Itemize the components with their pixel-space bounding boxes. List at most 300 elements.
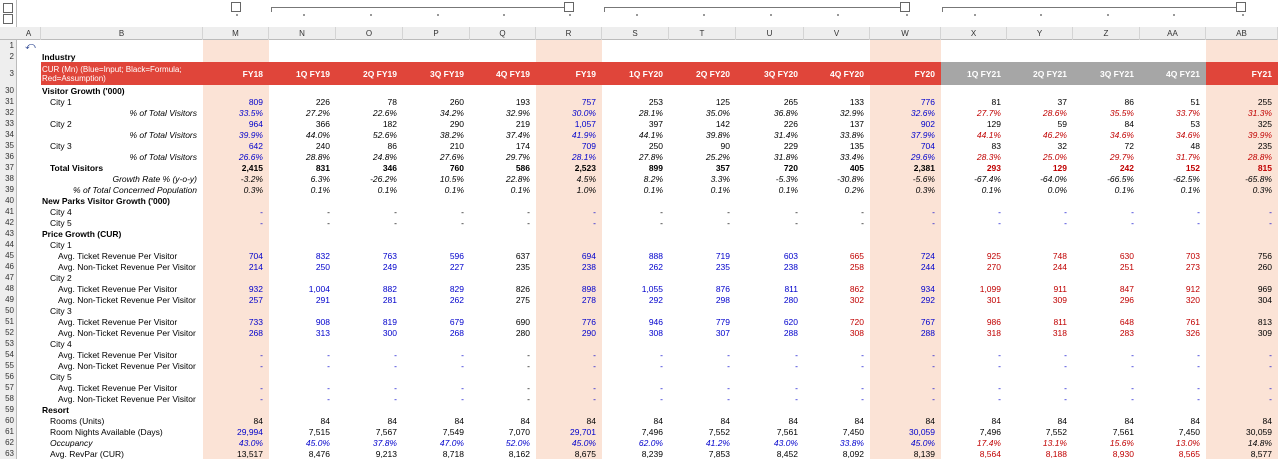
value-cell[interactable]: 813 — [1257, 316, 1272, 327]
value-cell[interactable]: 2,381 — [913, 162, 935, 173]
value-cell[interactable]: 235 — [715, 261, 730, 272]
value-cell[interactable]: - — [461, 217, 464, 228]
value-cell[interactable]: 8,564 — [979, 448, 1001, 459]
value-cell[interactable]: 756 — [1257, 250, 1272, 261]
value-cell[interactable]: 0.3% — [1252, 184, 1272, 195]
value-cell[interactable]: - — [1131, 360, 1134, 371]
value-cell[interactable]: 7,450 — [1178, 426, 1200, 437]
shaded-cell[interactable] — [536, 239, 602, 250]
value-cell[interactable]: 288 — [783, 327, 798, 338]
value-cell[interactable]: 637 — [515, 250, 530, 261]
shaded-cell[interactable] — [536, 85, 602, 96]
row-number[interactable]: 46 — [0, 261, 17, 272]
value-cell[interactable]: 911 — [1053, 283, 1067, 294]
value-cell[interactable]: 8,930 — [1112, 448, 1134, 459]
value-cell[interactable]: 84 — [454, 415, 464, 426]
shaded-cell[interactable] — [870, 85, 941, 96]
value-cell[interactable]: - — [461, 349, 464, 360]
value-cell[interactable]: 84 — [991, 415, 1001, 426]
value-cell[interactable]: 84 — [520, 415, 530, 426]
row-number[interactable]: 52 — [0, 327, 17, 338]
value-cell[interactable]: 318 — [986, 327, 1001, 338]
value-cell[interactable]: 934 — [920, 283, 935, 294]
column-header[interactable]: A — [17, 27, 41, 40]
value-cell[interactable]: 704 — [920, 140, 935, 151]
value-cell[interactable]: 7,567 — [375, 426, 397, 437]
value-cell[interactable]: 30.0% — [571, 107, 596, 118]
value-cell[interactable]: - — [660, 206, 663, 217]
value-cell[interactable]: 32.6% — [910, 107, 935, 118]
value-cell[interactable]: - — [1197, 206, 1200, 217]
value-cell[interactable]: 7,496 — [979, 426, 1001, 437]
value-cell[interactable]: - — [932, 360, 935, 371]
value-cell[interactable]: - — [1131, 382, 1134, 393]
value-cell[interactable]: 27.2% — [305, 107, 330, 118]
value-cell[interactable]: 811 — [784, 283, 798, 294]
value-cell[interactable]: 28.1% — [571, 151, 596, 162]
row-number[interactable]: 50 — [0, 305, 17, 316]
column-header[interactable]: N — [269, 27, 336, 40]
value-cell[interactable]: 84 — [720, 415, 730, 426]
value-cell[interactable]: - — [660, 360, 663, 371]
value-cell[interactable]: -62.5% — [1173, 173, 1200, 184]
value-cell[interactable]: - — [593, 393, 596, 404]
value-cell[interactable]: 253 — [648, 96, 663, 107]
row-number[interactable]: 36 — [0, 151, 17, 162]
shaded-cell[interactable] — [536, 338, 602, 349]
value-cell[interactable]: 13,517 — [237, 448, 263, 459]
value-cell[interactable]: 39.9% — [238, 129, 263, 140]
value-cell[interactable]: 300 — [382, 327, 397, 338]
value-cell[interactable]: - — [998, 206, 1001, 217]
value-cell[interactable]: 0.2% — [844, 184, 864, 195]
row-number[interactable]: 42 — [0, 217, 17, 228]
shaded-cell[interactable] — [536, 371, 602, 382]
value-cell[interactable]: 3.3% — [710, 173, 730, 184]
value-cell[interactable]: 182 — [382, 118, 397, 129]
value-cell[interactable]: 8,452 — [776, 448, 798, 459]
value-cell[interactable]: - — [593, 217, 596, 228]
value-cell[interactable]: -64.0% — [1040, 173, 1067, 184]
value-cell[interactable]: - — [527, 349, 530, 360]
value-cell[interactable]: 298 — [715, 294, 730, 305]
value-cell[interactable]: 290 — [581, 327, 596, 338]
row-number[interactable]: 39 — [0, 184, 17, 195]
shaded-cell[interactable] — [536, 305, 602, 316]
value-cell[interactable]: 52.0% — [505, 437, 530, 448]
value-cell[interactable]: - — [1064, 349, 1067, 360]
value-cell[interactable]: 229 — [783, 140, 798, 151]
value-cell[interactable]: 219 — [515, 118, 530, 129]
value-cell[interactable]: 125 — [715, 96, 730, 107]
value-cell[interactable]: 767 — [920, 316, 935, 327]
shaded-cell[interactable] — [536, 272, 602, 283]
value-cell[interactable]: 313 — [315, 327, 330, 338]
value-cell[interactable]: 33.8% — [839, 437, 864, 448]
shaded-cell[interactable] — [536, 51, 602, 62]
value-cell[interactable]: - — [660, 217, 663, 228]
value-cell[interactable]: 84 — [1124, 118, 1134, 129]
shaded-cell[interactable] — [870, 305, 941, 316]
shaded-cell[interactable] — [1206, 338, 1278, 349]
value-cell[interactable]: 242 — [1119, 162, 1134, 173]
value-cell[interactable]: 86 — [1124, 96, 1134, 107]
value-cell[interactable]: 31.3% — [1247, 107, 1272, 118]
row-number[interactable]: 51 — [0, 316, 17, 327]
value-cell[interactable]: - — [727, 217, 730, 228]
value-cell[interactable]: 227 — [449, 261, 464, 272]
row-number[interactable]: 59 — [0, 404, 17, 415]
value-cell[interactable]: 809 — [248, 96, 263, 107]
value-cell[interactable]: 709 — [581, 140, 596, 151]
value-cell[interactable]: 986 — [986, 316, 1001, 327]
value-cell[interactable]: 0.3% — [915, 184, 935, 195]
value-cell[interactable]: 720 — [849, 316, 864, 327]
value-cell[interactable]: 405 — [849, 162, 864, 173]
value-cell[interactable]: 270 — [986, 261, 1001, 272]
value-cell[interactable]: 43.0% — [238, 437, 263, 448]
shaded-cell[interactable] — [536, 404, 602, 415]
value-cell[interactable]: - — [1064, 217, 1067, 228]
column-header[interactable]: X — [941, 27, 1007, 40]
value-cell[interactable]: 235 — [1257, 140, 1272, 151]
value-cell[interactable]: 34.6% — [1175, 129, 1200, 140]
value-cell[interactable]: 320 — [1185, 294, 1200, 305]
shaded-cell[interactable] — [870, 371, 941, 382]
row-number[interactable]: 31 — [0, 96, 17, 107]
shaded-cell[interactable] — [203, 239, 269, 250]
value-cell[interactable]: 135 — [849, 140, 864, 151]
value-cell[interactable]: 280 — [515, 327, 530, 338]
value-cell[interactable]: 7,552 — [708, 426, 730, 437]
value-cell[interactable]: - — [932, 206, 935, 217]
shaded-cell[interactable] — [870, 195, 941, 206]
value-cell[interactable]: 29,994 — [237, 426, 263, 437]
column-header[interactable]: B — [41, 27, 203, 40]
value-cell[interactable]: 776 — [920, 96, 935, 107]
value-cell[interactable]: - — [998, 382, 1001, 393]
row-number[interactable]: 3 — [0, 62, 17, 85]
value-cell[interactable]: 32.9% — [505, 107, 530, 118]
value-cell[interactable]: 8,162 — [508, 448, 530, 459]
value-cell[interactable]: - — [260, 206, 263, 217]
value-cell[interactable]: 603 — [783, 250, 798, 261]
value-cell[interactable]: 36.8% — [773, 107, 798, 118]
row-number[interactable]: 48 — [0, 283, 17, 294]
value-cell[interactable]: 262 — [449, 294, 464, 305]
value-cell[interactable]: - — [260, 360, 263, 371]
outline-collapse-box-icon[interactable] — [3, 14, 13, 24]
value-cell[interactable]: 757 — [581, 96, 596, 107]
value-cell[interactable]: 258 — [849, 261, 864, 272]
value-cell[interactable]: 262 — [648, 261, 663, 272]
value-cell[interactable]: 847 — [1119, 283, 1134, 294]
value-cell[interactable]: 811 — [1053, 316, 1067, 327]
value-cell[interactable]: 45.0% — [305, 437, 330, 448]
value-cell[interactable]: 876 — [715, 283, 730, 294]
column-header[interactable]: Z — [1073, 27, 1140, 40]
row-number[interactable]: 58 — [0, 393, 17, 404]
value-cell[interactable]: 694 — [581, 250, 596, 261]
shaded-cell[interactable] — [1206, 305, 1278, 316]
shaded-cell[interactable] — [870, 404, 941, 415]
value-cell[interactable]: 84 — [320, 415, 330, 426]
value-cell[interactable]: - — [727, 349, 730, 360]
row-number[interactable]: 40 — [0, 195, 17, 206]
value-cell[interactable]: 7,561 — [1112, 426, 1134, 437]
value-cell[interactable]: 244 — [1052, 261, 1067, 272]
row-number[interactable]: 33 — [0, 118, 17, 129]
value-cell[interactable]: 281 — [382, 294, 397, 305]
value-cell[interactable]: 84 — [653, 415, 663, 426]
value-cell[interactable]: 0.3% — [243, 184, 263, 195]
value-cell[interactable]: 31.8% — [773, 151, 798, 162]
shaded-cell[interactable] — [203, 371, 269, 382]
value-cell[interactable]: 84 — [253, 415, 263, 426]
value-cell[interactable]: 38.2% — [439, 129, 464, 140]
value-cell[interactable]: - — [998, 217, 1001, 228]
value-cell[interactable]: 690 — [515, 316, 530, 327]
value-cell[interactable]: - — [1269, 360, 1272, 371]
value-cell[interactable]: 29.7% — [1109, 151, 1134, 162]
value-cell[interactable]: 8,565 — [1178, 448, 1200, 459]
value-cell[interactable]: 249 — [382, 261, 397, 272]
value-cell[interactable]: 250 — [315, 261, 330, 272]
value-cell[interactable]: 1,055 — [641, 283, 663, 294]
value-cell[interactable]: - — [795, 206, 798, 217]
value-cell[interactable]: - — [1197, 382, 1200, 393]
value-cell[interactable]: 720 — [783, 162, 798, 173]
shaded-cell[interactable] — [1206, 272, 1278, 283]
value-cell[interactable]: 7,496 — [641, 426, 663, 437]
value-cell[interactable]: -5.3% — [775, 173, 798, 184]
value-cell[interactable]: 33.4% — [839, 151, 864, 162]
value-cell[interactable]: 41.9% — [571, 129, 596, 140]
value-cell[interactable]: 28.8% — [1247, 151, 1272, 162]
value-cell[interactable]: 17.4% — [976, 437, 1001, 448]
value-cell[interactable]: 32 — [1057, 140, 1067, 151]
value-cell[interactable]: - — [327, 382, 330, 393]
value-cell[interactable]: 0.1% — [377, 184, 397, 195]
value-cell[interactable]: 829 — [449, 283, 464, 294]
value-cell[interactable]: 33.8% — [839, 129, 864, 140]
value-cell[interactable]: 1,057 — [574, 118, 596, 129]
row-number[interactable]: 45 — [0, 250, 17, 261]
column-header[interactable]: Y — [1007, 27, 1073, 40]
value-cell[interactable]: 703 — [1185, 250, 1200, 261]
value-cell[interactable]: 84 — [1262, 415, 1272, 426]
value-cell[interactable]: 7,552 — [1045, 426, 1067, 437]
value-cell[interactable]: 898 — [581, 283, 596, 294]
value-cell[interactable]: - — [1197, 349, 1200, 360]
value-cell[interactable]: 308 — [648, 327, 663, 338]
value-cell[interactable]: - — [1197, 360, 1200, 371]
value-cell[interactable]: 7,549 — [442, 426, 464, 437]
value-cell[interactable]: 307 — [715, 327, 730, 338]
column-header[interactable]: AA — [1140, 27, 1206, 40]
value-cell[interactable]: - — [1269, 217, 1272, 228]
value-cell[interactable]: 776 — [581, 316, 596, 327]
value-cell[interactable]: 290 — [449, 118, 464, 129]
value-cell[interactable]: 275 — [515, 294, 530, 305]
value-cell[interactable]: 0.1% — [710, 184, 730, 195]
value-cell[interactable]: 964 — [248, 118, 263, 129]
shaded-cell[interactable] — [203, 338, 269, 349]
value-cell[interactable]: 0.1% — [1114, 184, 1134, 195]
value-cell[interactable]: - — [327, 349, 330, 360]
value-cell[interactable]: 309 — [1052, 294, 1067, 305]
value-cell[interactable]: - — [527, 217, 530, 228]
value-cell[interactable]: 679 — [449, 316, 464, 327]
value-cell[interactable]: 902 — [920, 118, 935, 129]
value-cell[interactable]: 815 — [1257, 162, 1272, 173]
value-cell[interactable]: 31.7% — [1175, 151, 1200, 162]
value-cell[interactable]: - — [1269, 349, 1272, 360]
value-cell[interactable]: - — [727, 206, 730, 217]
column-header[interactable]: R — [536, 27, 602, 40]
shaded-cell[interactable] — [1206, 239, 1278, 250]
value-cell[interactable]: 27.7% — [976, 107, 1001, 118]
value-cell[interactable]: 129 — [1052, 162, 1067, 173]
value-cell[interactable]: 357 — [715, 162, 730, 173]
row-number[interactable]: 30 — [0, 85, 17, 96]
value-cell[interactable]: 0.1% — [1180, 184, 1200, 195]
value-cell[interactable]: 7,561 — [776, 426, 798, 437]
value-cell[interactable]: 28.3% — [976, 151, 1001, 162]
value-cell[interactable]: 27.8% — [638, 151, 663, 162]
value-cell[interactable]: - — [861, 217, 864, 228]
value-cell[interactable]: 31.4% — [773, 129, 798, 140]
shaded-cell[interactable] — [536, 40, 602, 51]
value-cell[interactable]: 238 — [581, 261, 596, 272]
value-cell[interactable]: 39.8% — [705, 129, 730, 140]
value-cell[interactable]: 33.5% — [238, 107, 263, 118]
value-cell[interactable]: 25.0% — [1042, 151, 1067, 162]
value-cell[interactable]: 142 — [715, 118, 730, 129]
value-cell[interactable]: - — [1269, 393, 1272, 404]
value-cell[interactable]: 302 — [849, 294, 864, 305]
value-cell[interactable]: 719 — [715, 250, 730, 261]
value-cell[interactable]: 4.5% — [576, 173, 596, 184]
row-number[interactable]: 1 — [0, 40, 17, 51]
value-cell[interactable]: 969 — [1257, 283, 1272, 294]
value-cell[interactable]: 596 — [449, 250, 464, 261]
outline-collapse-box-icon[interactable] — [1236, 2, 1246, 12]
outline-collapse-box-icon[interactable] — [231, 2, 241, 12]
value-cell[interactable]: - — [593, 206, 596, 217]
value-cell[interactable]: 45.0% — [571, 437, 596, 448]
value-cell[interactable]: 586 — [515, 162, 530, 173]
value-cell[interactable]: - — [461, 360, 464, 371]
value-cell[interactable]: - — [861, 206, 864, 217]
row-number[interactable]: 63 — [0, 448, 17, 459]
value-cell[interactable]: 15.6% — [1109, 437, 1134, 448]
shaded-cell[interactable] — [203, 85, 269, 96]
value-cell[interactable]: 265 — [783, 96, 798, 107]
value-cell[interactable]: -3.2% — [240, 173, 263, 184]
value-cell[interactable]: -67.4% — [974, 173, 1001, 184]
value-cell[interactable]: 630 — [1119, 250, 1134, 261]
value-cell[interactable]: 84 — [788, 415, 798, 426]
row-number[interactable]: 61 — [0, 426, 17, 437]
value-cell[interactable]: -66.5% — [1107, 173, 1134, 184]
value-cell[interactable]: - — [1131, 217, 1134, 228]
value-cell[interactable]: 0.1% — [510, 184, 530, 195]
value-cell[interactable]: 29.7% — [505, 151, 530, 162]
value-cell[interactable]: 7,070 — [508, 426, 530, 437]
shaded-cell[interactable] — [1206, 195, 1278, 206]
value-cell[interactable]: 832 — [315, 250, 330, 261]
value-cell[interactable]: - — [1269, 382, 1272, 393]
value-cell[interactable]: 899 — [648, 162, 663, 173]
row-number[interactable]: 60 — [0, 415, 17, 426]
value-cell[interactable]: - — [861, 360, 864, 371]
value-cell[interactable]: - — [1131, 349, 1134, 360]
value-cell[interactable]: 0.0% — [1047, 184, 1067, 195]
outline-collapse-box-icon[interactable] — [564, 2, 574, 12]
value-cell[interactable]: 59 — [1057, 118, 1067, 129]
value-cell[interactable]: 84 — [854, 415, 864, 426]
column-header[interactable]: P — [403, 27, 470, 40]
value-cell[interactable]: - — [861, 349, 864, 360]
value-cell[interactable]: - — [394, 360, 397, 371]
value-cell[interactable]: - — [394, 382, 397, 393]
row-number[interactable]: 55 — [0, 360, 17, 371]
value-cell[interactable]: 255 — [1257, 96, 1272, 107]
value-cell[interactable]: - — [1064, 206, 1067, 217]
value-cell[interactable]: - — [727, 382, 730, 393]
value-cell[interactable]: 14.8% — [1247, 437, 1272, 448]
row-number[interactable]: 34 — [0, 129, 17, 140]
value-cell[interactable]: 2,415 — [241, 162, 263, 173]
value-cell[interactable]: - — [861, 393, 864, 404]
column-header[interactable]: U — [736, 27, 804, 40]
value-cell[interactable]: 2,523 — [574, 162, 596, 173]
value-cell[interactable]: 52.6% — [372, 129, 397, 140]
value-cell[interactable]: - — [998, 360, 1001, 371]
value-cell[interactable]: -5.6% — [912, 173, 935, 184]
value-cell[interactable]: 819 — [382, 316, 397, 327]
value-cell[interactable]: 733 — [248, 316, 263, 327]
column-header[interactable]: O — [336, 27, 403, 40]
shaded-cell[interactable] — [1206, 40, 1278, 51]
value-cell[interactable]: 84 — [387, 415, 397, 426]
value-cell[interactable]: 72 — [1124, 140, 1134, 151]
value-cell[interactable]: 53 — [1190, 118, 1200, 129]
value-cell[interactable]: 0.1% — [310, 184, 330, 195]
value-cell[interactable]: 8,139 — [913, 448, 935, 459]
value-cell[interactable]: 30,059 — [1246, 426, 1272, 437]
value-cell[interactable]: - — [998, 393, 1001, 404]
value-cell[interactable]: 86 — [387, 140, 397, 151]
value-cell[interactable]: - — [260, 393, 263, 404]
value-cell[interactable]: 78 — [387, 96, 397, 107]
value-cell[interactable]: 912 — [1185, 283, 1200, 294]
value-cell[interactable]: 932 — [248, 283, 263, 294]
value-cell[interactable]: - — [327, 360, 330, 371]
value-cell[interactable]: 1.0% — [576, 184, 596, 195]
shaded-cell[interactable] — [203, 51, 269, 62]
value-cell[interactable]: - — [660, 382, 663, 393]
value-cell[interactable]: 280 — [783, 294, 798, 305]
value-cell[interactable]: 26.6% — [238, 151, 263, 162]
value-cell[interactable]: 81 — [991, 96, 1001, 107]
value-cell[interactable]: - — [932, 349, 935, 360]
value-cell[interactable]: 278 — [581, 294, 596, 305]
row-number[interactable]: 54 — [0, 349, 17, 360]
value-cell[interactable]: 47.0% — [439, 437, 464, 448]
shaded-cell[interactable] — [1206, 228, 1278, 239]
